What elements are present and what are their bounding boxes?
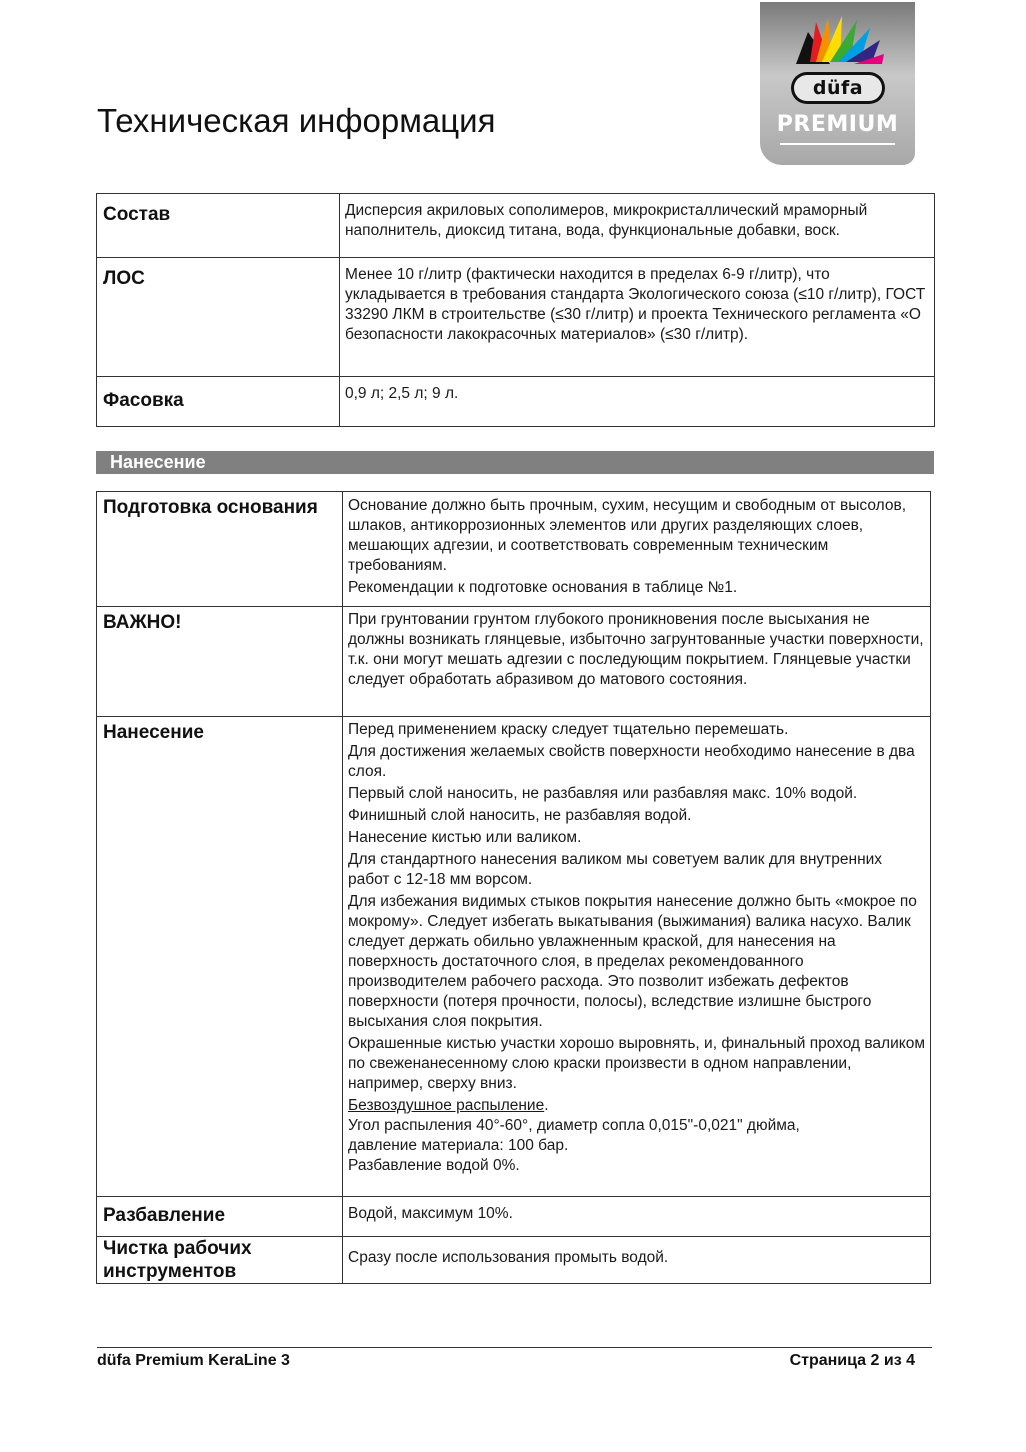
row-label: Подготовка основания	[97, 492, 343, 607]
logo-premium-label: PREMIUM	[776, 112, 899, 137]
row-value: При грунтовании грунтом глубокого проникновения после высыхания не должны возникать глянцевые, избыточно загрунтованные участки поверхности, т.к. они могут мешать адгезии с последующим покрытием. Глянцевые участки следует обработать абразивом до матового состояния.	[343, 607, 931, 717]
row-label: Состав	[97, 194, 340, 258]
table-row	[97, 194, 935, 258]
row-value: Менее 10 г/литр (фактически находится в пределах 6-9 г/литр), что укладывается в требования стандарта Экологического союза (≤10 г/литр), ГОСТ 33290 ЛКМ в строительстве (≤30 г/литр) и проекта Технического регламента «О безопасности лакокрасочных материалов» (≤30 г/литр).	[340, 258, 935, 377]
table-row	[97, 377, 935, 427]
logo-wordmark: düfa	[791, 72, 885, 104]
footer-divider	[97, 1347, 932, 1348]
logo-underline	[780, 143, 895, 145]
row-label: Нанесение	[97, 717, 343, 1197]
row-label: ЛОС	[97, 258, 340, 377]
table-row	[97, 717, 931, 1197]
row-value: Перед применением краску следует тщательно перемешать. Для достижения желаемых свойств поверхности необходимо нанесение в два слоя. Первый слой наносить, не разбавляя или разбавляя макс. 10% водой. Финишный слой наносить, не разбавляя водой. Нанесение кистью или валиком. Для стандартного нанесения валиком мы советуем валик для внутренних работ с 12-18 мм ворсом. Для избежания видимых стыков покрытия нанесение должно быть «мокрое по мокрому». Следует избегать выкатывания (выжимания) валика насухо. Валик следует держать обильно увлажненным краской, для нанесения на поверхность достаточного слоя, в пределах рекомендованного производителем рабочего расхода. Это позволит избежать дефектов поверхности (потеря прочности, полосы), вследствие излишне быстрого высыхания слоя покрытия. Окрашенные кистью участки хорошо выровнять, и, финальный проход валиком по свеженанесенному слою краски произвести в одном направлении, например, сверху вниз. Безвоздушное распыление. Угол распыления 40°-60°, диаметр сопла 0,015"-0,021" дюйма, давление материала: 100 бар. Разбавление водой 0%.	[343, 717, 931, 1197]
row-label: Фасовка	[97, 377, 340, 427]
composition-table	[96, 193, 935, 427]
row-label: ВАЖНО!	[97, 607, 343, 717]
table-row	[97, 258, 935, 377]
airless-spray-link: Безвоздушное распыление	[348, 1097, 545, 1114]
footer-page-number: Страница 2 из 4	[789, 1352, 915, 1369]
row-label: Чистка рабочих инструментов	[97, 1237, 343, 1284]
row-value: Водой, максимум 10%.	[343, 1197, 931, 1237]
footer-product: düfa Premium KeraLine 3	[97, 1352, 290, 1369]
row-label: Разбавление	[97, 1197, 343, 1237]
table-row	[97, 492, 931, 607]
row-value: Сразу после использования промыть водой.	[343, 1237, 931, 1284]
color-fan-icon	[760, 2, 915, 82]
row-value: Дисперсия акриловых сополимеров, микрокристаллический мраморный наполнитель, диоксид титана, вода, функциональные добавки, воск.	[340, 194, 935, 258]
page-title: Техническая информация	[97, 102, 496, 139]
section-header: Нанесение	[96, 451, 934, 474]
table-row	[97, 1197, 931, 1237]
dufa-premium-logo	[760, 2, 915, 165]
table-row	[97, 607, 931, 717]
row-value: Основание должно быть прочным, сухим, несущим и свободным от высолов, шлаков, антикоррозионных элементов или других разделяющих слоев, мешающих адгезии, и соответствовать современным техническим требованиям. Рекомендации к подготовке основания в таблице №1.	[343, 492, 931, 607]
row-value: 0,9 л; 2,5 л; 9 л.	[340, 377, 935, 427]
table-row	[97, 1237, 931, 1284]
application-table	[96, 491, 931, 1284]
